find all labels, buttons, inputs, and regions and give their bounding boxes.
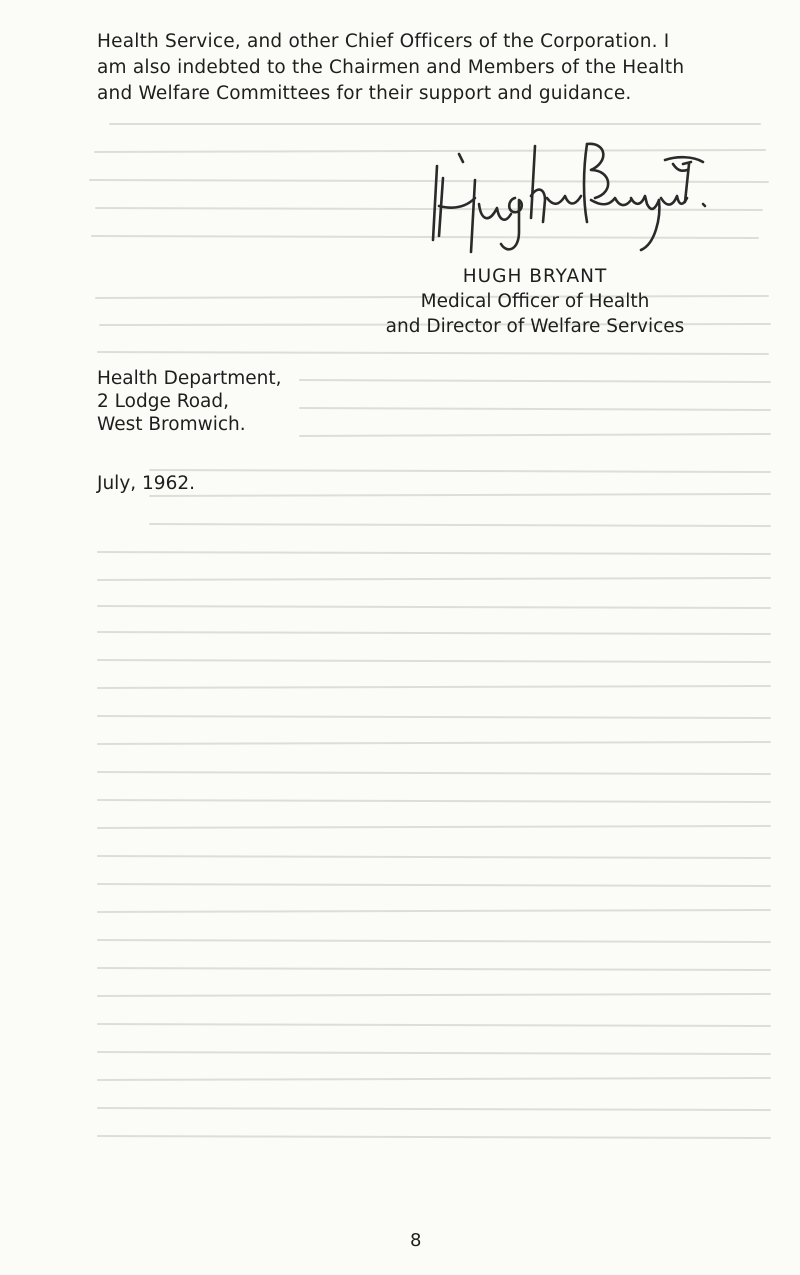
document-date: July, 1962. xyxy=(97,473,195,494)
page-number: 8 xyxy=(410,1230,422,1251)
handwritten-signature xyxy=(415,140,715,270)
sender-address xyxy=(97,367,281,436)
intro-line: and Welfare Committees for their support and guidance. xyxy=(97,83,632,104)
address-line: West Bromwich. xyxy=(97,414,246,435)
intro-line: Health Service, and other Chief Officers of the Corporation. I xyxy=(97,31,670,52)
signatory-name: HUGH BRYANT xyxy=(462,266,608,287)
signatory-title: Medical Officer of Health xyxy=(420,291,650,312)
address-line: 2 Lodge Road, xyxy=(97,391,230,412)
address-line: Health Department, xyxy=(97,368,282,389)
intro-line: am also indebted to the Chairmen and Members of the Health xyxy=(97,57,685,78)
signature-block xyxy=(360,264,710,339)
intro-paragraph xyxy=(97,29,767,107)
signatory-title: and Director of Welfare Services xyxy=(385,316,685,337)
